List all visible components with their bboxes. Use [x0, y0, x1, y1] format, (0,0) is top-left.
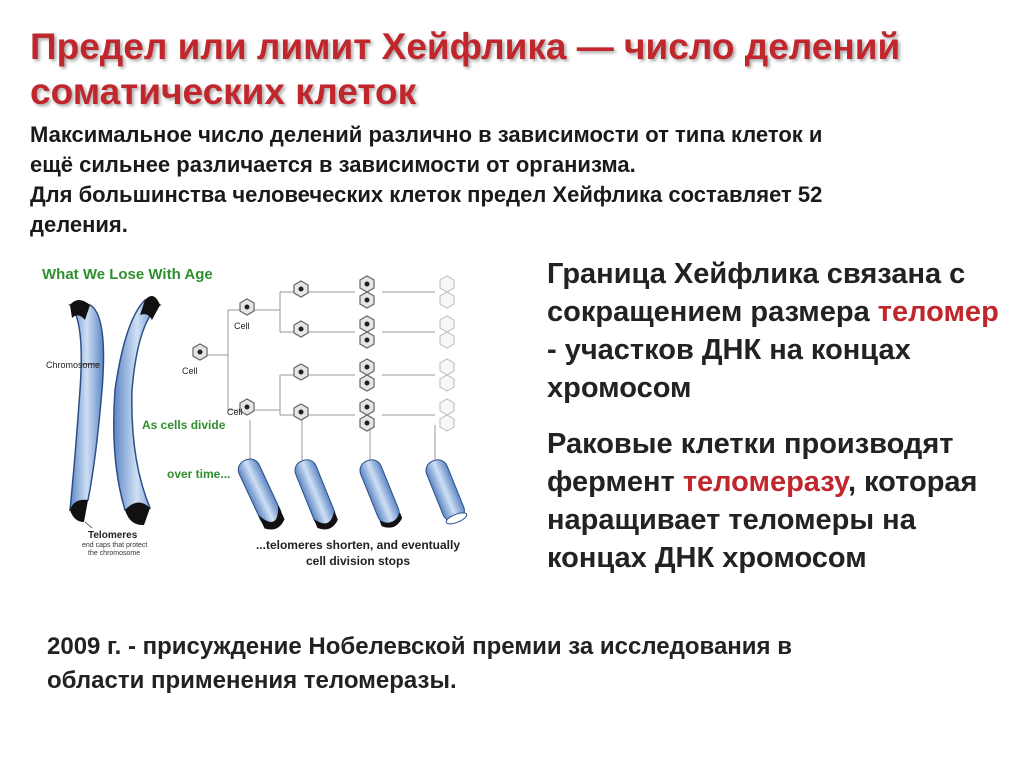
caption-line-2: cell division stops — [305, 554, 411, 568]
intro-line-3: Для большинства человеческих клеток предел Хейфлика составляет 52 — [30, 182, 823, 207]
block2-text-2: , которая наращивает теломеры на концах ДНК хромосом — [547, 466, 978, 574]
telomerase-term: теломеразу — [682, 466, 848, 498]
shortening-telomeres — [235, 456, 468, 533]
title-line-2: соматических клеток — [30, 71, 417, 112]
telomeres-label: Telomeres — [88, 530, 138, 541]
telomere-explanation — [547, 255, 1007, 407]
as-cells-divide-label: As cells divide — [142, 418, 226, 432]
bottom-line-2: области применения теломеразы. — [47, 667, 457, 694]
cancer-cells-explanation — [547, 425, 1007, 577]
caption-line-1: ...telomeres shorten, and eventually — [255, 538, 461, 552]
intro-line-1: Максимальное число делений различно в зависимости от типа клеток и — [30, 122, 823, 147]
intro-line-4: деления. — [30, 212, 128, 237]
chromosome-label: Chromosome — [46, 360, 101, 370]
intro-text — [30, 120, 1000, 240]
block1-text-1: Граница Хейфлика связана с сокращением размера — [547, 258, 966, 328]
slide-title — [30, 24, 1010, 114]
cell-label-3: Cell — [227, 407, 243, 417]
cell-label-1: Cell — [182, 366, 198, 376]
block1-text-2: - участков ДНК на концах хромосом — [547, 334, 911, 404]
bottom-line-1: 2009 г. - присуждение Нобелевской премии за исследования в — [47, 633, 792, 660]
telomere-figure — [30, 260, 500, 580]
title-line-1: Предел или лимит Хейфлика — число делений — [30, 26, 901, 67]
telomere-term: теломер — [877, 296, 999, 328]
cell-label-2: Cell — [234, 321, 250, 331]
figure-caption — [238, 537, 478, 569]
cell-division-tree — [205, 292, 435, 460]
nobel-prize-note — [47, 630, 997, 698]
intro-line-2: ещё сильнее различается в зависимости от организма. — [30, 152, 636, 177]
over-time-label: over time... — [167, 467, 231, 481]
block2-text-1: Раковые клетки производят фермент — [547, 428, 954, 498]
telomeres-sub-2: the chromosome — [88, 550, 141, 557]
telomeres-sub-1: end caps that protect — [82, 542, 148, 549]
figure-title: What We Lose With Age — [42, 266, 213, 283]
chromosome-shape — [70, 296, 160, 525]
